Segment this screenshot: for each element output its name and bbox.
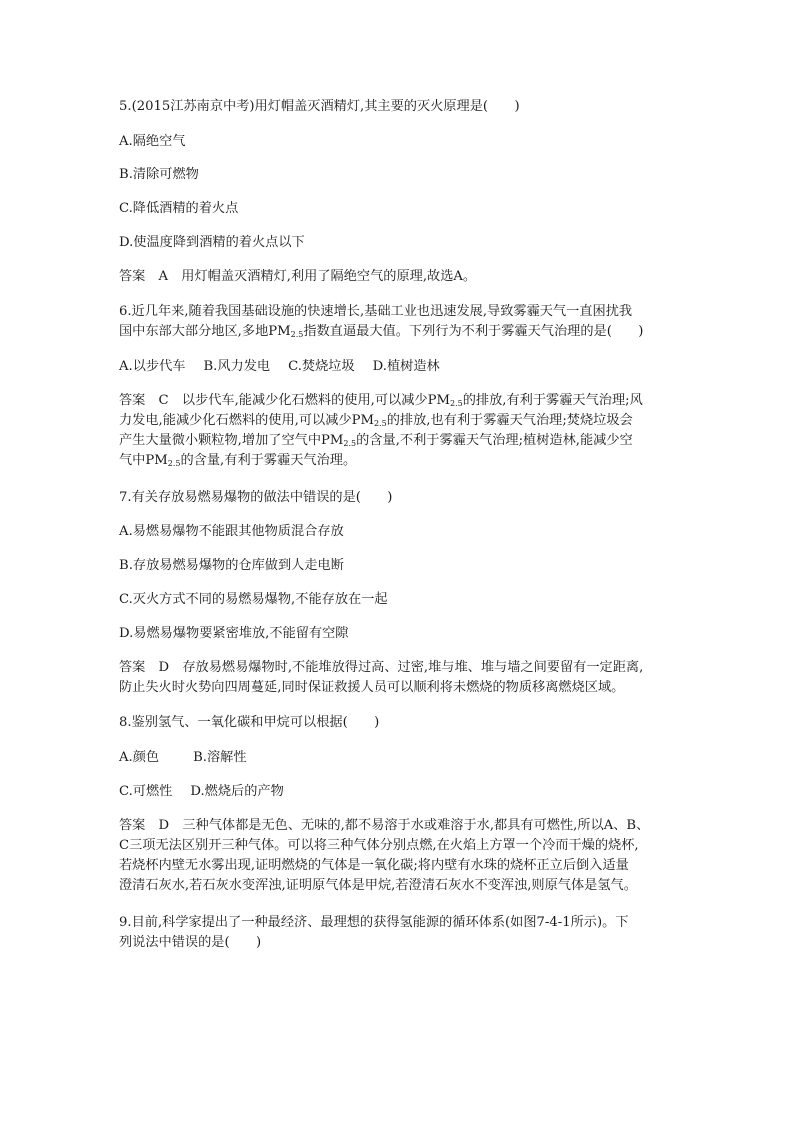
q6-option-d: D.植树造林 (372, 359, 440, 374)
q7-option-b: B.存放易燃易爆物的仓库做到人走电断 (119, 558, 344, 573)
q8-answer-line-1: 答案 D 三种气体都是无色、无味的,都不易溶于水或难溶于水,都具有可燃性,所以A、B、 (119, 818, 650, 833)
q7-stem: 7.有关存放易燃易爆物的做法中错误的是( ) (119, 490, 393, 505)
q7-answer (119, 658, 675, 698)
q8-option-a: A.颜色 (119, 750, 160, 765)
q6-option-c: C.焚烧垃圾 (288, 359, 355, 374)
q5-option-b: B.清除可燃物 (119, 167, 199, 182)
q8-option-c: C.可燃性 (119, 784, 173, 799)
q7-answer-line-2: 防止失火时火势向四周蔓延,同时保证救援人员可以顺利将未燃烧的物质移离燃烧区域。 (119, 680, 625, 695)
q8-answer-line-4: 澄清石灰水,若石灰水变浑浊,证明原气体是甲烷,若澄清石灰水不变浑浊,则原气体是氢气。 (119, 878, 637, 893)
q8-options-row-1 (119, 748, 679, 768)
q7-answer-line-1: 答案 D 存放易燃易爆物时,不能堆放得过高、过密,堆与堆、堆与墙之间要留有一定距离, (119, 660, 644, 675)
q8-answer-line-3: 若烧杯内壁无水雾出现,证明燃烧的气体是一氧化碳;将内壁有水珠的烧杯正立后倒入适量 (119, 858, 629, 873)
q8-stem: 8.鉴别氢气、一氧化碳和甲烷可以根据( ) (119, 715, 380, 730)
q6-stem (119, 302, 675, 342)
q6-option-a: A.以步代车 (119, 359, 186, 374)
q6-option-b: B.风力发电 (203, 359, 271, 374)
q6-options (119, 357, 679, 377)
q5-answer: 答案 A 用灯帽盖灭酒精灯,利用了隔绝空气的原理,故选A。 (119, 269, 477, 284)
q6-answer (119, 391, 675, 471)
q5-option-a: A.隔绝空气 (119, 134, 186, 149)
q5-option-c: C.降低酒精的着火点 (119, 201, 239, 216)
q6-stem-line-2: 国中东部大部分地区,多地$PM_{2.5}$指数直逼最大值。下列行为不利于雾霾天气治理的是( ) (119, 324, 644, 339)
q6-answer-line-1: 答案 C 以步代车,能减少化石燃料的使用,可以减少$PM_{2.5}$的排放,有利于雾霾天气治理;风 (119, 393, 643, 408)
q8-answer (119, 816, 675, 896)
q5-option-d: D.使温度降到酒精的着火点以下 (119, 235, 305, 250)
q7-option-a: A.易燃易爆物不能跟其他物质混合存放 (119, 524, 344, 539)
q6-answer-line-3: 产生大量微小颗粒物,增加了空气中$PM_{2.5}$的含量,不利于雾霾天气治理;植树造林,能减少空 (119, 433, 633, 448)
q6-answer-line-4: 气中$PM_{2.5}$的含量,有利于雾霾天气治理。 (119, 453, 357, 468)
q8-option-b: B.溶解性 (193, 750, 247, 765)
q8-options-row-2 (119, 782, 679, 802)
q9-stem (119, 913, 675, 953)
q7-option-d: D.易燃易爆物要紧密堆放,不能留有空隙 (119, 626, 349, 641)
q7-option-c: C.灭火方式不同的易燃易爆物,不能存放在一起 (119, 592, 388, 607)
q5-stem: 5.(2015江苏南京中考)用灯帽盖灭酒精灯,其主要的灭火原理是( ) (119, 99, 520, 114)
q6-stem-line-1: 6.近几年来,随着我国基础设施的快速增长,基础工业也迅速发展,导致雾霾天气一直困扰我 (119, 304, 633, 319)
q8-option-d: D.燃烧后的产物 (190, 784, 284, 799)
q9-stem-line-1: 9.目前,科学家提出了一种最经济、最理想的获得氢能源的循环体系(如图7-4-1所示)。下 (119, 915, 629, 930)
q6-answer-line-2: 力发电,能减少化石燃料的使用,可以减少$PM_{2.5}$的排放,也有利于雾霾天气治理;焚烧垃圾会 (119, 413, 633, 428)
q9-stem-line-2: 列说法中错误的是( ) (119, 935, 262, 950)
q8-answer-line-2: C三项无法区别开三种气体。可以将三种气体分别点燃,在火焰上方罩一个冷而干燥的烧杯, (119, 838, 639, 853)
